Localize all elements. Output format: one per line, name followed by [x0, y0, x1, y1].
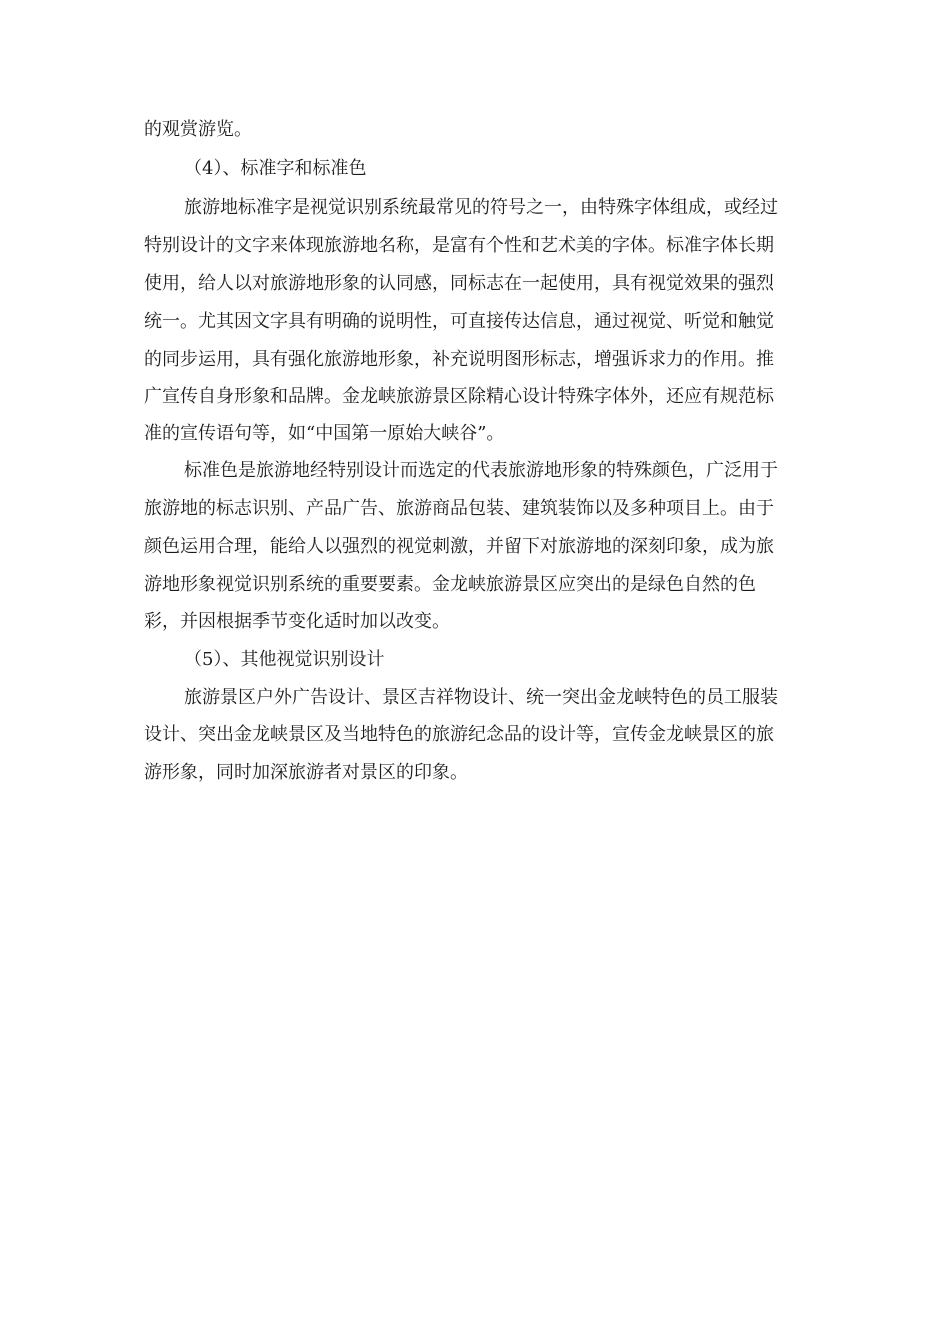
paragraph-line: 旅游地标准字是视觉识别系统最常见的符号之一，由特殊字体组成，或经过 [184, 197, 778, 218]
paragraph-line: 旅游景区户外广告设计、景区吉祥物设计、统一突出金龙峡特色的员工服装 [184, 687, 778, 708]
paragraph-line: 广宣传自身形象和品牌。金龙峡旅游景区除精心设计特殊字体外，还应有规范标 [144, 386, 774, 407]
paragraph-line: 准的宣传语句等，如“中国第一原始大峡谷”。 [144, 423, 505, 444]
paragraph-line: 彩，并因根据季节变化适时加以改变。 [144, 611, 450, 632]
section-heading-5: （5）、其他视觉识别设计 [184, 649, 385, 670]
paragraph-line: 统一。尤其因文字具有明确的说明性，可直接传达信息，通过视觉、听觉和触觉 [144, 311, 774, 332]
paragraph-line: 设计、突出金龙峡景区及当地特色的旅游纪念品的设计等，宣传金龙峡景区的旅 [144, 724, 774, 745]
paragraph-line: 的同步运用，具有强化旅游地形象，补充说明图形标志，增强诉求力的作用。推 [144, 349, 774, 370]
paragraph-line: 游形象，同时加深旅游者对景区的印象。 [144, 762, 468, 783]
section-heading-4: （4）、标准字和标准色 [184, 158, 367, 179]
paragraph-line: 的观赏游览。 [144, 119, 252, 140]
paragraph-line: 颜色运用合理，能给人以强烈的视觉刺激，并留下对旅游地的深刻印象，成为旅 [144, 536, 774, 557]
paragraph-line: 特别设计的文字来体现旅游地名称，是富有个性和艺术美的字体。标准字体长期 [144, 235, 774, 256]
paragraph-line: 使用，给人以对旅游地形象的认同感，同标志在一起使用，具有视觉效果的强烈 [144, 273, 774, 294]
paragraph-line: 游地形象视觉识别系统的重要要素。金龙峡旅游景区应突出的是绿色自然的色 [144, 574, 756, 595]
paragraph-line: 标准色是旅游地经特别设计而选定的代表旅游地形象的特殊颜色，广泛用于 [184, 460, 778, 481]
paragraph-line: 旅游地的标志识别、产品广告、旅游商品包装、建筑装饰以及多种项目上。由于 [144, 498, 774, 519]
